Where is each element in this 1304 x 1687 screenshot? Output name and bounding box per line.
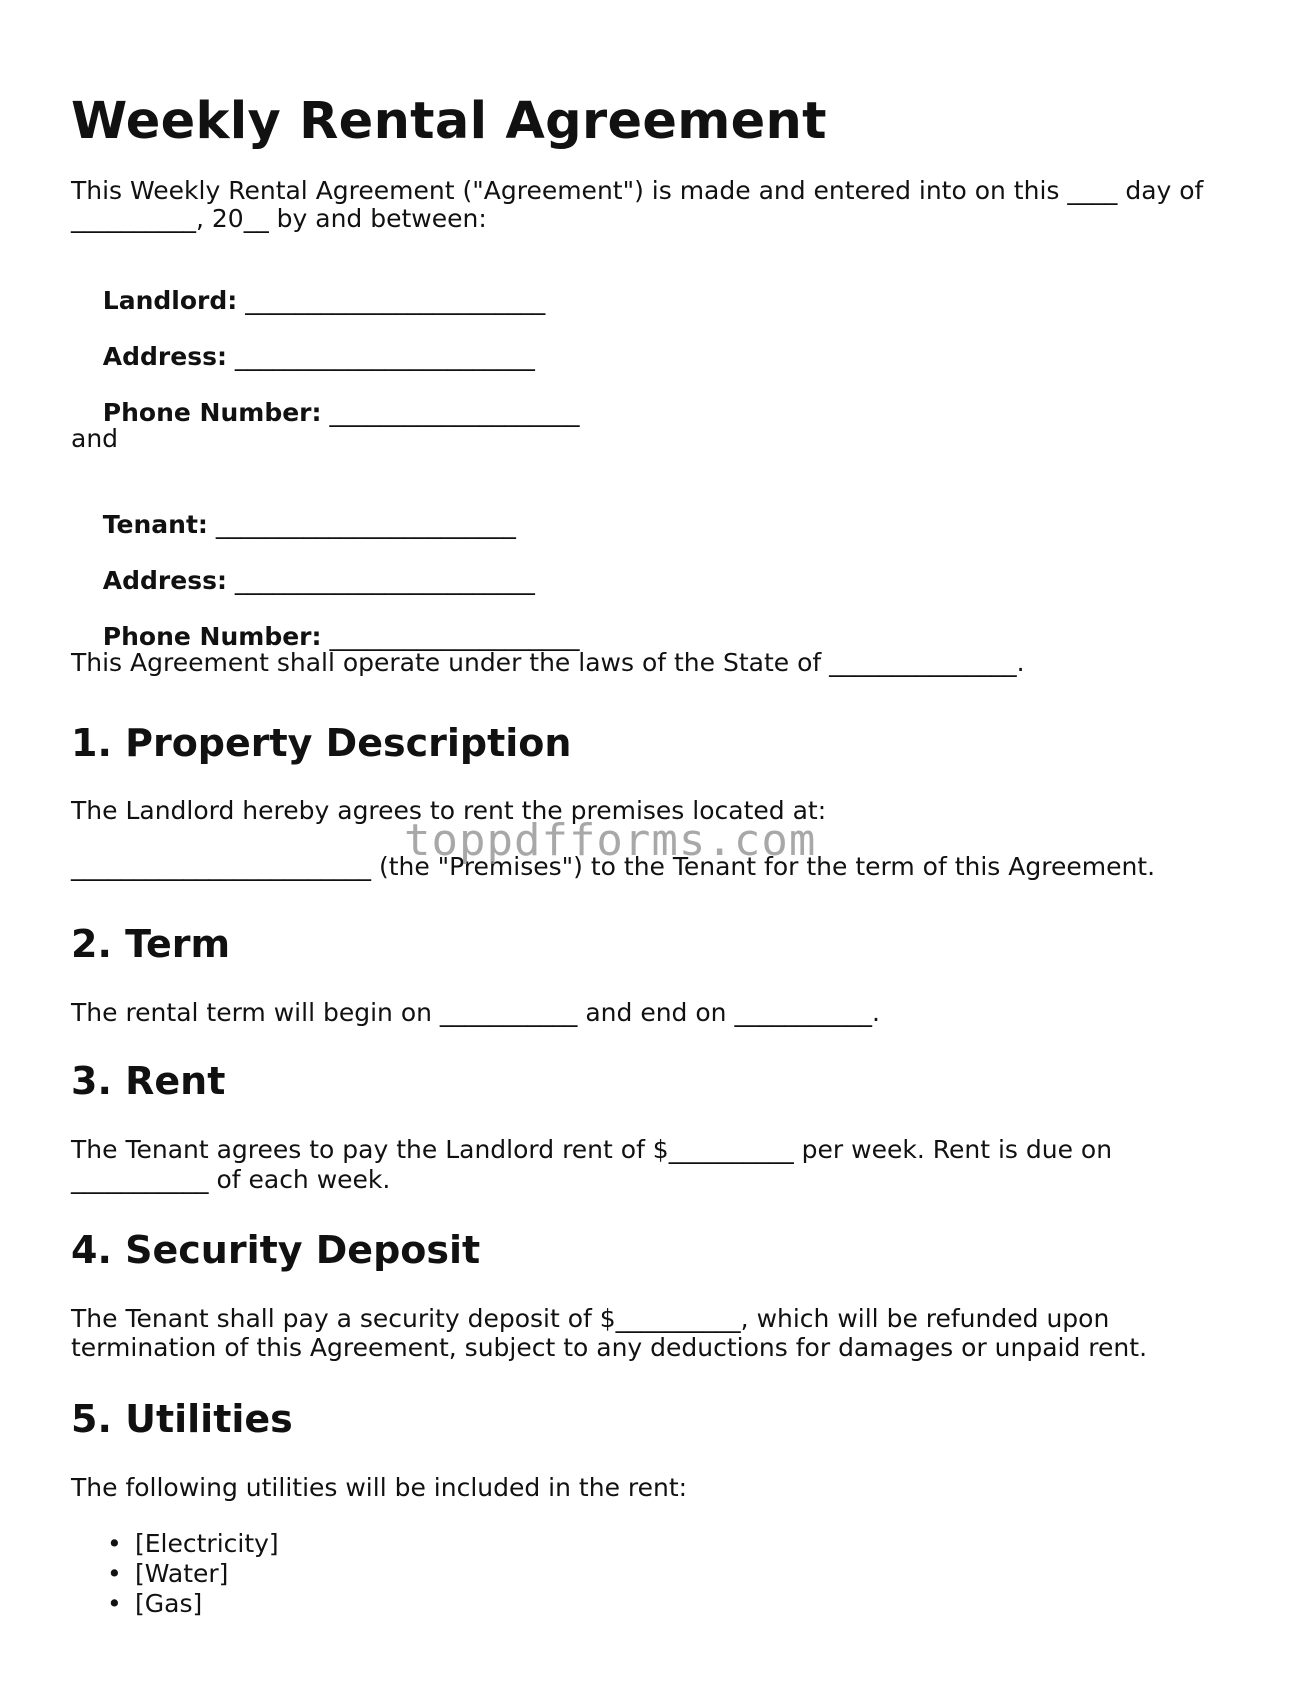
landlord-address-label: Address: [102,342,227,371]
tenant-phone-blank: ____________________ [321,622,580,651]
landlord-phone-blank: ____________________ [321,398,580,427]
landlord-address-blank: ________________________ [226,342,535,371]
governing-law-text: This Agreement shall operate under the laws of the State of _______________. [71,648,1025,677]
bullet-icon: • [107,1559,122,1588]
tenant-address-label: Address: [102,566,227,595]
rent-line-2: ___________ of each week. [71,1165,391,1194]
utility-item-label: [Water] [135,1559,229,1588]
list-item [71,1559,279,1589]
document-title: Weekly Rental Agreement [71,92,827,151]
watermark-text: toppdfforms.com [404,815,817,866]
intro-line-2: __________, 20__ by and between: [71,204,487,233]
tenant-phone-label: Phone Number: [102,622,322,651]
property-line-1: The Landlord hereby agrees to rent the premises located at: [71,796,827,825]
landlord-phone-label: Phone Number: [102,398,322,427]
section-heading-rent: 3. Rent [71,1059,226,1103]
deposit-line-2: termination of this Agreement, subject to any deductions for damages or unpaid rent. [71,1333,1148,1362]
utilities-line-1: The following utilities will be included in the rent: [71,1473,688,1502]
list-item [71,1589,279,1619]
utilities-list [71,1529,279,1619]
landlord-name-label: Landlord: [102,286,238,315]
list-item [71,1529,279,1559]
deposit-line-1: The Tenant shall pay a security deposit of $__________, which will be refunded upon [71,1304,1110,1333]
bullet-icon: • [107,1529,122,1558]
landlord-name-blank: ________________________ [237,286,546,315]
section-heading-deposit: 4. Security Deposit [71,1228,481,1272]
section-heading-property: 1. Property Description [71,721,572,765]
property-line-2: ________________________ (the "Premises") to the Tenant for the term of this Agreement. [71,852,1156,881]
bullet-icon: • [107,1589,122,1618]
section-heading-term: 2. Term [71,922,231,966]
utility-item-label: [Gas] [135,1589,203,1618]
utility-item-label: [Electricity] [135,1529,279,1558]
landlord-phone-field [71,368,579,458]
rent-line-1: The Tenant agrees to pay the Landlord rent of $__________ per week. Rent is due on [71,1135,1113,1164]
section-heading-utilities: 5. Utilities [71,1397,293,1441]
tenant-name-label: Tenant: [102,510,208,539]
tenant-address-blank: ________________________ [226,566,535,595]
term-line-1: The rental term will begin on ___________ and end on ___________. [71,998,880,1027]
intro-line-1: This Weekly Rental Agreement ("Agreement") is made and entered into on this ____ day of [71,176,1204,205]
and-text: and [71,424,119,453]
tenant-name-blank: ________________________ [207,510,516,539]
